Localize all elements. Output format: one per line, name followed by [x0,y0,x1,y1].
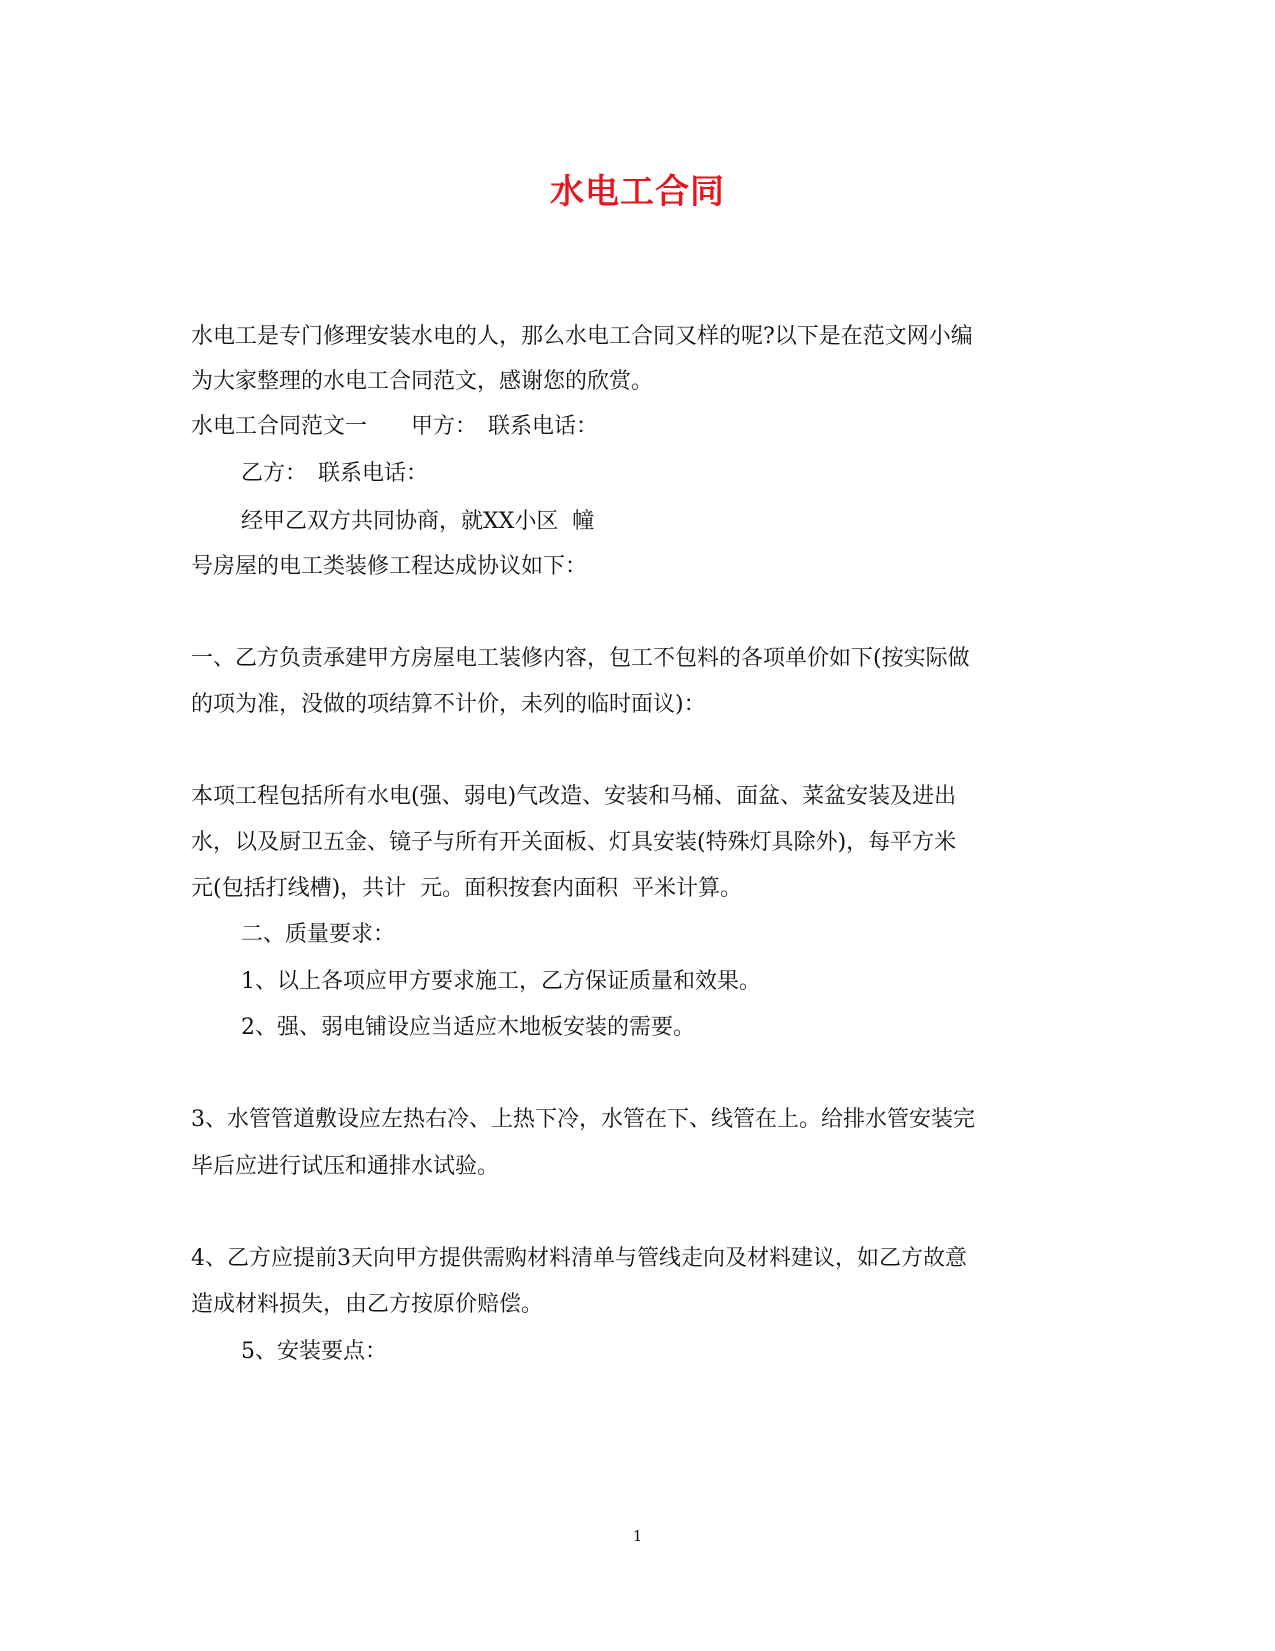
body-line: 水电工是专门修理安装水电的人，那么水电工合同又样的呢?以下是在范文网小编 [191,324,973,349]
body-line: 造成材料损失，由乙方按原价赔偿。 [191,1292,544,1317]
body-line: 为大家整理的水电工合同范文，感谢您的欣赏。 [191,369,654,394]
body-line: 乙方： 联系电话： [241,461,429,486]
body-line: 二、质量要求： [241,922,396,947]
body-line: 的项为准，没做的项结算不计价，未列的临时面议)： [191,692,706,717]
body-line: 水电工合同范文一 甲方： 联系电话： [191,414,599,439]
page-title: 水电工合同 [550,172,725,212]
body-line: 号房屋的电工类装修工程达成协议如下： [191,554,588,579]
body-line: 1、以上各项应甲方要求施工，乙方保证质量和效果。 [241,969,761,994]
body-line: 经甲乙双方共同协商，就XX小区 幢 [241,509,595,534]
body-line: 元(包括打线槽)，共计 元。面积按套内面积 平米计算。 [191,876,743,901]
body-line: 4、乙方应提前3天向甲方提供需购材料清单与管线走向及材料建议，如乙方故意 [191,1246,967,1271]
body-line: 3、水管管道敷设应左热右冷、上热下冷，水管在下、线管在上。给排水管安装完 [191,1107,975,1132]
body-line: 一、乙方负责承建甲方房屋电工装修内容，包工不包料的各项单价如下(按实际做 [191,646,970,671]
body-line: 水，以及厨卫五金、镜子与所有开关面板、灯具安装(特殊灯具除外)，每平方米 [191,830,957,855]
body-line: 毕后应进行试压和通排水试验。 [191,1154,500,1179]
page-number: 1 [632,1527,643,1545]
body-line: 2、强、弱电铺设应当适应木地板安装的需要。 [241,1015,695,1040]
body-line: 5、安装要点： [241,1339,387,1364]
body-line: 本项工程包括所有水电(强、弱电)气改造、安装和马桶、面盆、菜盆安装及进出 [191,784,957,809]
